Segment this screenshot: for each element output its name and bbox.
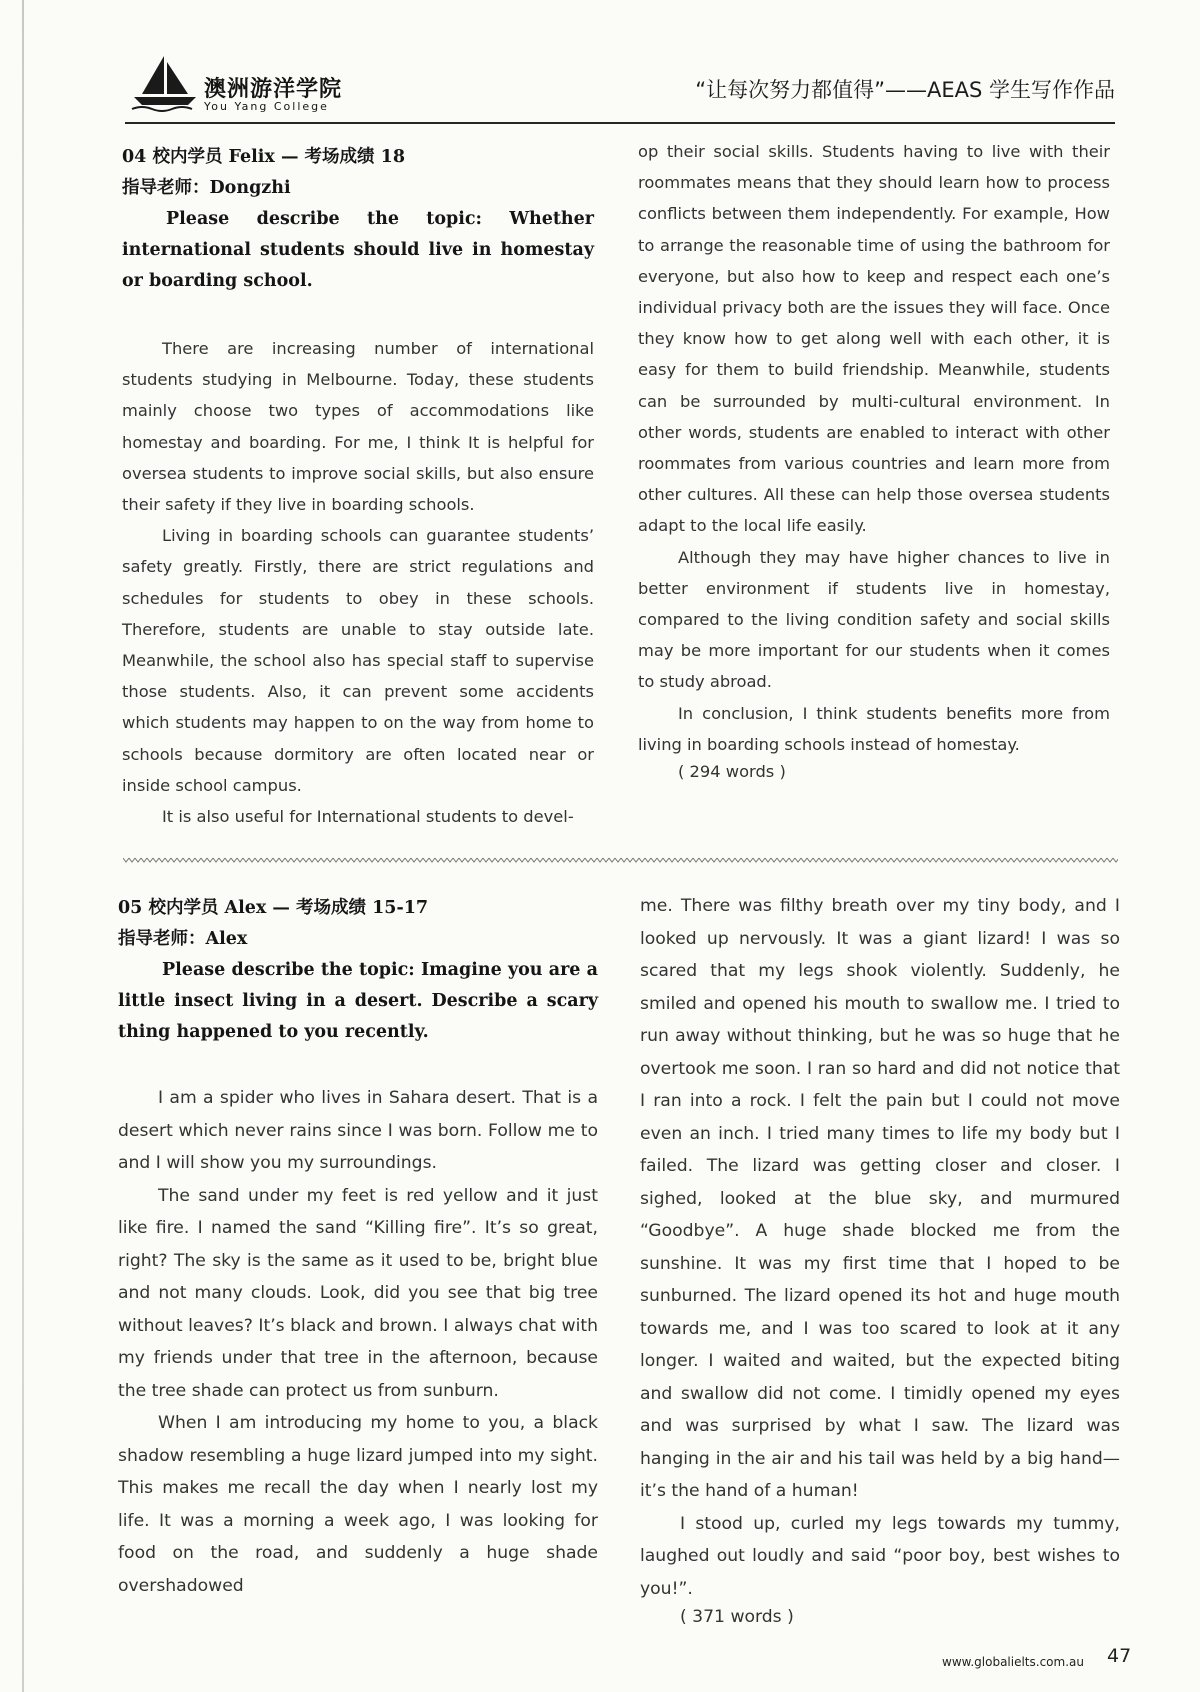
essay1-paragraph: Living in boarding schools can guarantee students’ safety greatly. Firstly, there are strict regulations and schedules for students to obey in these schools. Therefore, students are unable to stay outside late. Meanwhile, the school also has special staff to supervise those students. Also, it can prevent some accidents which students may happen to on the way from home to schools because dormitory are often located near or inside school campus. xyxy=(122,526,594,795)
essay1-student-line: 04 校内学员 Felix — 考场成绩 18 xyxy=(122,147,405,167)
page-header xyxy=(130,50,1115,130)
sailboat-logo-icon xyxy=(130,54,200,114)
essay2-heading xyxy=(118,893,598,955)
page-binding-edge xyxy=(22,0,24,1692)
essay2-student-line: 05 校内学员 Alex — 考场成绩 15-17 xyxy=(118,898,429,918)
section-divider xyxy=(123,855,1118,865)
essay1-paragraph: op their social skills. Students having to live with their roommates means that they should learn how to process conflicts between them independently. For example, How to arrange the reasonable time of using the bathroom for everyone, but also how to keep and respect each one’s individual privacy both are the issues they will face. Once they know how to get along well with each other, it is easy for them to build friendship. Meanwhile, students can be surrounded by multi-cultural environment. In other words, students are enabled to interact with other roommates from various countries and learn more from other cultures. All these can help those oversea students adapt to the local life easily. xyxy=(638,142,1110,536)
essay1-right-column xyxy=(638,136,1110,781)
essay2-teacher-line: 指导老师：Alex xyxy=(118,929,248,949)
essay2-paragraph: I am a spider who lives in Sahara desert. That is a desert which never rains since I was born. Follow me to and I will show you my surroundings. xyxy=(118,1088,598,1173)
essay1-heading xyxy=(122,142,594,204)
essay2-paragraph: I stood up, curled my legs towards my tummy, laughed out loudly and said “poor boy, best wishes to you!”. xyxy=(640,1513,1120,1599)
essay2-paragraph: me. There was filthy breath over my tiny body, and I looked up nervously. It was a giant lizard! I was so scared that my legs shook violently. Suddenly, he smiled and opened his mouth to swallow me. I tried to run away without thinking, but he was so huge that he overtook me soon. I ran so hard and did not notice that I ran into a rock. I felt the pain but I could not move even an inch. I tried many times to life my body but I failed. The lizard was getting closer and closer. I sighed, looked at the blue sky, and murmured “Goodbye”. A huge shade blocked me from the sunshine. It was my first time that I hoped to be sunburned. The lizard opened its hot and huge mouth towards me, and I was too scared to look at it any longer. I waited and waited, but the expected biting and swallow did not come. I timidly opened my eyes and was surprised by what I saw. The lizard was hanging in the air and his tail was held by a big hand—it’s the hand of a human! xyxy=(640,896,1120,1501)
header-tagline: “让每次努力都值得”——AEAS 学生写作作品 xyxy=(695,78,1115,102)
essay1-paragraph: There are increasing number of international students studying in Melbourne. Today, these students mainly choose two types of accommodations like homestay and boarding. For me, I think It is helpful for oversea students to improve social skills, but also ensure their safety if they live in boarding schools. xyxy=(122,339,594,515)
logo-english-name: You Yang College xyxy=(204,100,329,113)
essay2-word-count: ( 371 words ) xyxy=(680,1607,794,1627)
logo-chinese-name: 澳洲游洋学院 xyxy=(204,77,343,102)
essay2-paragraph: The sand under my feet is red yellow and it just like fire. I named the sand “Killing fire”. It’s so great, right? The sky is the same as it used to be, bright blue and not many clouds. Look, did you see that big tree without leaves? It’s black and brown. I always chat with my friends under that tree in the afternoon, because the tree shade can protect us from sunburn. xyxy=(118,1185,598,1401)
essay1-paragraph: It is also useful for International students to devel- xyxy=(162,807,574,827)
essay1-paragraph: Although they may have higher chances to live in better environment if students live in homestay, compared to the living condition safety and social skills may be more important for our students when it comes to study abroad. xyxy=(638,547,1110,692)
college-logo xyxy=(130,50,390,120)
essay1-prompt: Please describe the topic: Whether international students should live in homestay or boarding school. xyxy=(122,209,594,291)
essay2-left-column xyxy=(118,893,598,1602)
essay1-paragraph: In conclusion, I think students benefits more from living in boarding schools instead of homestay. xyxy=(638,703,1110,754)
essay2-right-column xyxy=(640,890,1120,1627)
footer-website: www.globalielts.com.au xyxy=(942,1655,1084,1669)
essay2-prompt: Please describe the topic: Imagine you are a little insect living in a desert. Describe a scary thing happened to you recently. xyxy=(118,960,598,1042)
essay1-teacher-line: 指导老师：Dongzhi xyxy=(122,178,291,198)
essay1-word-count: ( 294 words ) xyxy=(678,762,786,782)
essay1-left-column xyxy=(122,142,594,832)
header-rule xyxy=(125,122,1115,124)
essay2-paragraph: When I am introducing my home to you, a black shadow resembling a huge lizard jumped into my sight. This makes me recall the day when I nearly lost my life. It was a morning a week ago, I was looking for food on the road, and suddenly a huge shade overshadowed xyxy=(118,1413,598,1596)
page-number: 47 xyxy=(1107,1645,1132,1667)
